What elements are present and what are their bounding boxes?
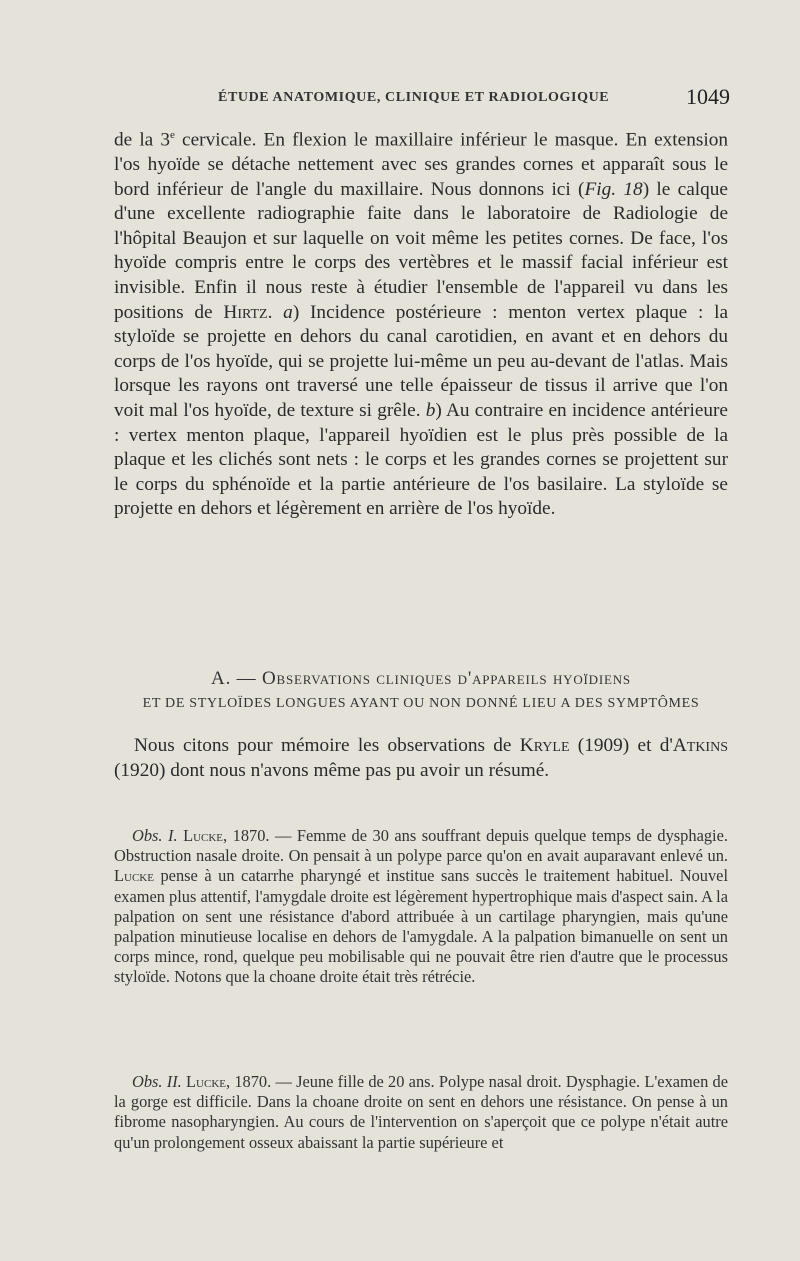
author-name: Lucke <box>183 826 224 845</box>
item-letter: b <box>425 399 436 421</box>
page-number: 1049 <box>686 84 730 109</box>
text-run: (1909) et d' <box>569 735 673 756</box>
figure-reference: Fig. 18 <box>584 178 643 200</box>
observation-label: Obs. II. <box>132 1072 182 1091</box>
author-name: Lucke <box>114 866 154 886</box>
text-run: Nous citons pour mémoire les observations de <box>134 735 520 756</box>
section-heading-line-1: A. — Observations cliniques d'appareils hyoïdiens <box>211 668 631 689</box>
item-letter: a <box>283 301 293 323</box>
running-title: ÉTUDE ANATOMIQUE, CLINIQUE ET RADIOLOGIQUE <box>218 90 610 105</box>
text-run: pense à un catarrhe pharyngé et institue sans succès le traitement habituel. Nouvel examen plus attentif, l'amygdale droite est légèrement hypertrophique mais d'aspect sain. A la palpation on sent une résistance d'abord attribuée à un cartilage pharyngien, mais qu'une palpation minutieuse localise en dehors de l'amygdale. A la palpation bimanuelle on sent un corps mince, rond, quelque peu mobilisable qui ne pouvait être rien d'autre que le processus styloïde. Notons que la choane droite était très rétrécie. <box>114 866 728 987</box>
text-run: cervicale. En flexion le maxillaire inférieur le masque. En extension l'os hyoïde se détache nettement avec ses grandes cornes et apparaît sous le bord inférieur de l'angle du maxillaire. Nous donnons ici ( <box>114 129 728 200</box>
text-run: ) le calque d'une excellente radiographie faite dans le laboratoire de Radiologie de l'hôpital Beaujon et sur laquelle on voit même les petites cornes. De face, l'os hyoïde compris entre le corps des vertèbres et le massif facial inférieur est invisible. Enfin il nous reste à étudier l'ensemble de l'appareil vu dans les positions de <box>114 178 728 323</box>
section-heading-line-2: ET DE STYLOÏDES LONGUES AYANT OU NON DONNÉ LIEU A DES SYMPTÔMES <box>142 696 700 711</box>
running-head <box>110 84 730 114</box>
author-name: Hirtz <box>223 301 268 323</box>
intro-paragraph <box>114 733 728 783</box>
observation-label: Obs. I. <box>132 826 178 845</box>
text-run: (1920) dont nous n'avons même pas pu avoir un résumé. <box>114 760 550 781</box>
observation-2 <box>114 1072 728 1153</box>
text-run: , 1870. — Femme de 30 ans souffrant depuis quelque temps de dysphagie. Obstruction nasale droite. On pensait à un polype parce qu'on en avait auparavant enlevé un. <box>114 826 728 866</box>
author-name: Atkins <box>672 735 728 756</box>
section-heading <box>114 668 728 712</box>
text-run: , 1870. — Jeune fille de 20 ans. Polype nasal droit. Dysphagie. L'examen de la gorge est difficile. Dans la choane droite on sent en dehors une résistance. On pense à un fibrome nasopharyngien. Au cours de l'intervention on s'aperçoit que ce polype n'était autre qu'un prolongement osseux abaissant la partie supérieure et <box>114 1072 728 1152</box>
text-run: ) Au contraire en incidence antérieure : vertex menton plaque, l'appareil hyoïdien est le plus près possible de la plaque et les clichés sont nets : le corps et les grandes cornes se projettent sur le corps du sphénoïde et la partie antérieure de l'os basilaire. La styloïde se projette en dehors et légèrement en arrière de l'os hyoïde. <box>114 399 728 520</box>
observation-1 <box>114 826 728 988</box>
author-name: Lucke <box>186 1072 226 1091</box>
text-run: ) Incidence postérieure : menton vertex plaque : la styloïde se projette en dehors du canal carotidien, en avant et en dehors du corps de l'os hyoïde, qui se projette lui-même un peu au-devant de l'atlas. Mais lorsque les rayons ont traversé une telle épaisseur de tissus il arrive que l'on voit mal l'os hyoïde, de texture si grêle. <box>114 301 729 421</box>
body-paragraph <box>114 123 728 522</box>
author-name: Kryle <box>519 735 570 756</box>
text-run: . <box>267 301 284 323</box>
text-run: de la 3 <box>114 129 171 151</box>
superscript: e <box>170 129 175 141</box>
